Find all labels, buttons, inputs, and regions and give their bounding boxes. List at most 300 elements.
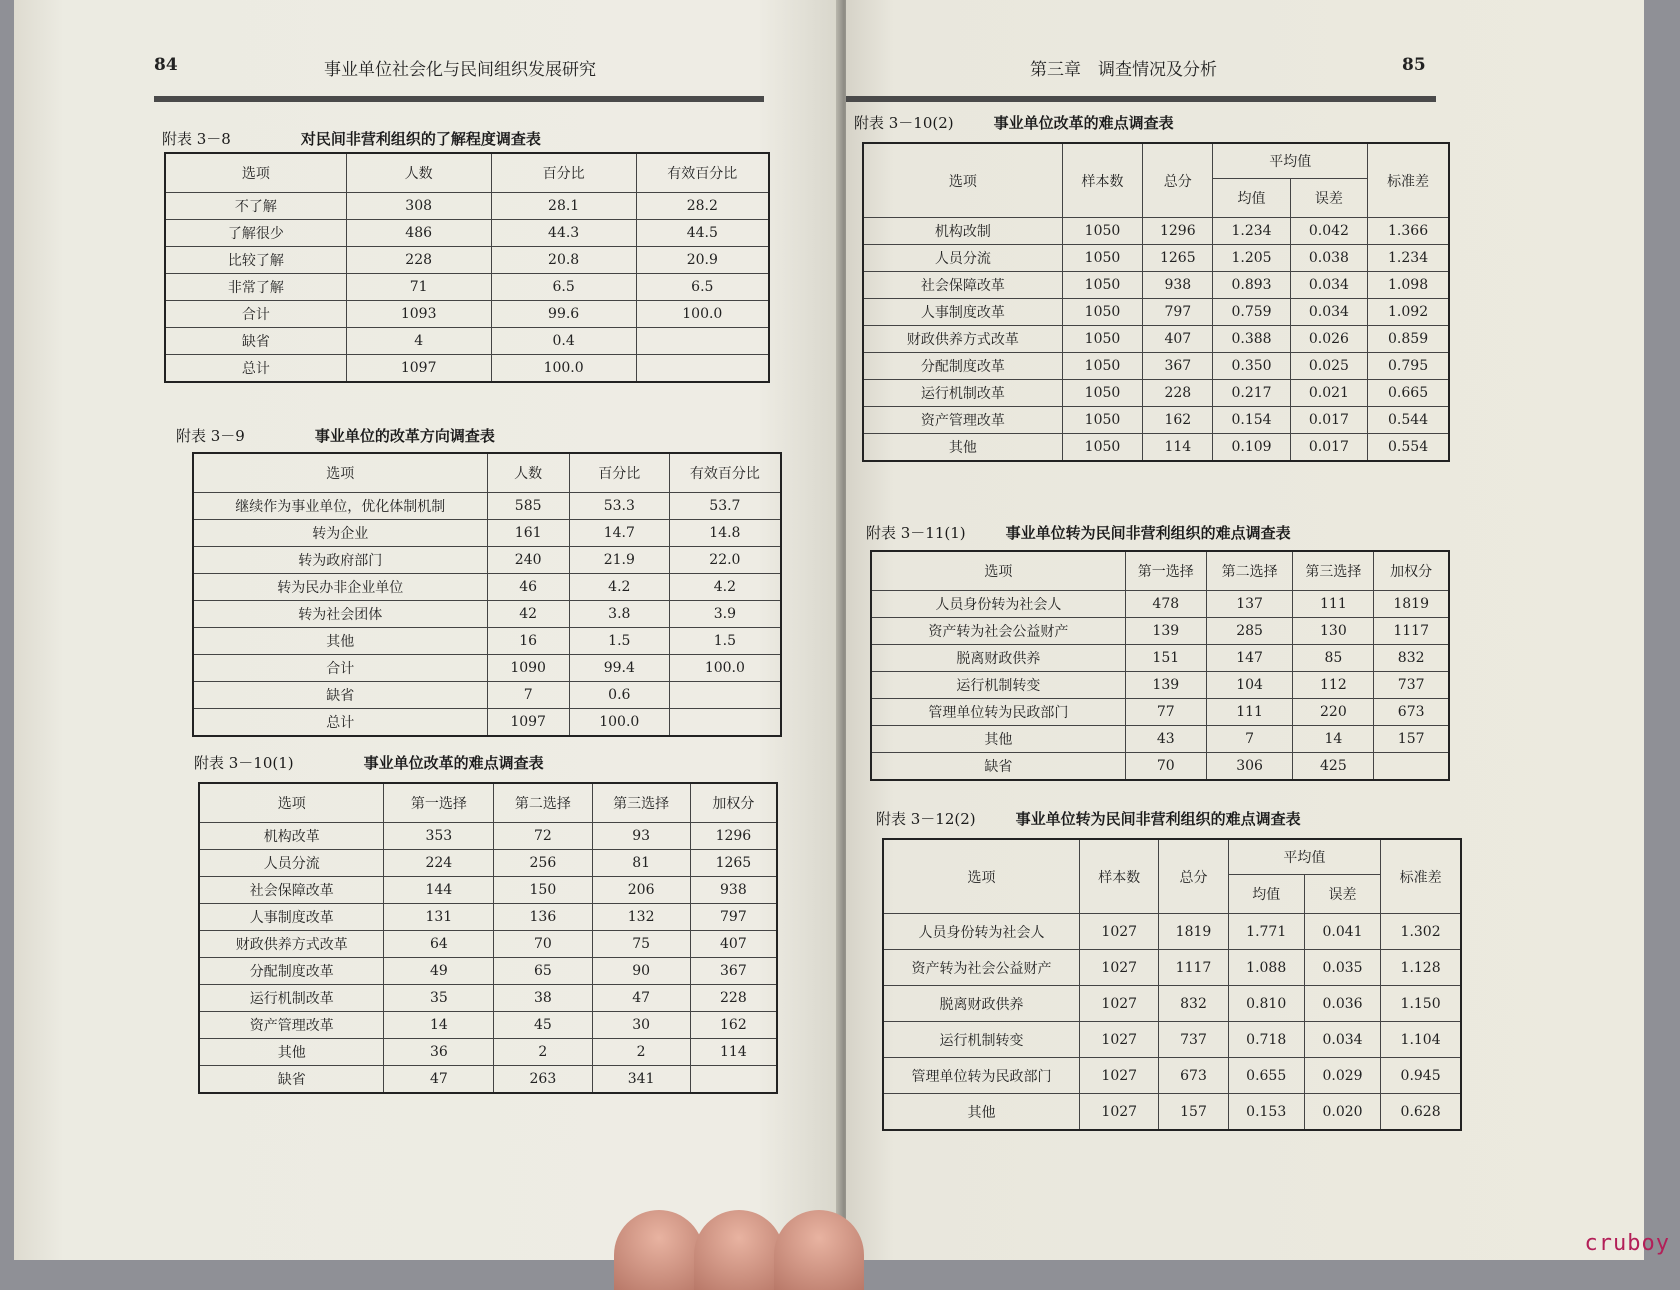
- table-row: [883, 986, 1461, 1022]
- table-cell: 64: [384, 931, 494, 958]
- table-header-row: [165, 153, 769, 193]
- table-cell: 0.034: [1304, 1022, 1380, 1058]
- table-cell: 1050: [1062, 380, 1143, 407]
- table-cell: 14.7: [569, 520, 669, 547]
- table-title: 事业单位改革的难点调查表: [993, 114, 1174, 132]
- table-cell: 1.302: [1381, 914, 1461, 950]
- table-cell: 1.205: [1213, 245, 1290, 272]
- table-title: 事业单位的改革方向调查表: [314, 427, 495, 445]
- table-label: 附表 3－10(1): [194, 754, 294, 772]
- table-cell: 341: [592, 1066, 690, 1094]
- table-cell: 114: [690, 1039, 777, 1066]
- table-cell: 407: [1143, 326, 1213, 353]
- table-cell: [636, 328, 769, 355]
- table-cell: 228: [690, 985, 777, 1012]
- table-cell: 132: [592, 904, 690, 931]
- table-title: 事业单位改革的难点调查表: [363, 754, 544, 772]
- table-cell: 157: [1159, 1094, 1228, 1131]
- table-3-10-1: [198, 782, 778, 1094]
- table-cell: 其他: [863, 434, 1062, 462]
- table-cell: 77: [1125, 699, 1206, 726]
- table-cell: 0.628: [1381, 1094, 1461, 1131]
- table-cell: 0.153: [1228, 1094, 1304, 1131]
- table-title: 事业单位转为民间非营利组织的难点调查表: [1005, 524, 1291, 542]
- table-cell: 1097: [346, 355, 491, 383]
- table-cell: 转为企业: [193, 520, 487, 547]
- table-cell: 不了解: [165, 193, 346, 220]
- table-cell: 人事制度改革: [863, 299, 1062, 326]
- table-row: [165, 301, 769, 328]
- table-cell: 136: [494, 904, 592, 931]
- table-cell: 资产转为社会公益财产: [883, 950, 1080, 986]
- table-cell: 6.5: [636, 274, 769, 301]
- table-row: [199, 904, 777, 931]
- table-cell: 228: [1143, 380, 1213, 407]
- page-number-right: 85: [1402, 55, 1426, 75]
- table-cell: [636, 355, 769, 383]
- table-cell: 社会保障改革: [199, 877, 384, 904]
- table-cell: 7: [487, 682, 569, 709]
- table-cell: 脱离财政供养: [871, 645, 1125, 672]
- left-page: [14, 0, 840, 1260]
- table-cell: 资产管理改革: [863, 407, 1062, 434]
- table-cell: 832: [1159, 986, 1228, 1022]
- table-cell: 1027: [1080, 1022, 1159, 1058]
- table-cell: 367: [690, 958, 777, 985]
- table-row: [871, 699, 1449, 726]
- table-cell: 0.034: [1290, 272, 1367, 299]
- table-cell: 1819: [1374, 591, 1449, 618]
- table-row: [863, 434, 1449, 462]
- table-cell: 114: [1143, 434, 1213, 462]
- table-cell: 1.234: [1213, 218, 1290, 245]
- table-cell: 90: [592, 958, 690, 985]
- table-row: [871, 645, 1449, 672]
- finger: [774, 1210, 864, 1290]
- table-cell: 14: [384, 1012, 494, 1039]
- table-cell: 运行机制改革: [199, 985, 384, 1012]
- table-row: [193, 493, 781, 520]
- table-cell: 社会保障改革: [863, 272, 1062, 299]
- table-cell: 65: [494, 958, 592, 985]
- table-cell: 737: [1159, 1022, 1228, 1058]
- table-cell: 1027: [1080, 950, 1159, 986]
- column-header: 总分: [1143, 143, 1213, 218]
- table-cell: 2: [494, 1039, 592, 1066]
- table-cell: 1.150: [1381, 986, 1461, 1022]
- table-title: 事业单位转为民间非营利组织的难点调查表: [1015, 810, 1301, 828]
- table-row: [863, 245, 1449, 272]
- table-cell: 1296: [690, 823, 777, 850]
- table-cell: 0.036: [1304, 986, 1380, 1022]
- table-cell: [690, 1066, 777, 1094]
- table-cell: 100.0: [491, 355, 636, 383]
- table-cell: 6.5: [491, 274, 636, 301]
- column-header: 平均值: [1213, 143, 1368, 179]
- table-cell: 非常了解: [165, 274, 346, 301]
- table-row: [165, 274, 769, 301]
- column-header: 选项: [863, 143, 1062, 218]
- running-title-left: 事业单位社会化与民间组织发展研究: [324, 60, 596, 80]
- table-cell: 0.029: [1304, 1058, 1380, 1094]
- table-row: [165, 355, 769, 383]
- table-row: [199, 823, 777, 850]
- table-cell: 管理单位转为民政部门: [883, 1058, 1080, 1094]
- table-cell: 0.859: [1368, 326, 1449, 353]
- table-row: [871, 618, 1449, 645]
- table-cell: 38: [494, 985, 592, 1012]
- table-cell: 0.6: [569, 682, 669, 709]
- table-cell: 486: [346, 220, 491, 247]
- header-rule-right: [846, 96, 1436, 102]
- column-header: 误差: [1290, 179, 1367, 218]
- table-cell: 0.025: [1290, 353, 1367, 380]
- table-header-row: [883, 839, 1461, 875]
- table-cell: 1.092: [1368, 299, 1449, 326]
- column-header: 人数: [346, 153, 491, 193]
- column-header: 第三选择: [592, 783, 690, 823]
- table-cell: 1.366: [1368, 218, 1449, 245]
- table-cell: 0.041: [1304, 914, 1380, 950]
- table-row: [199, 985, 777, 1012]
- column-header: 加权分: [1374, 551, 1449, 591]
- table-row: [193, 574, 781, 601]
- table-cell: 0.4: [491, 328, 636, 355]
- table-row: [871, 672, 1449, 699]
- table-cell: 938: [690, 877, 777, 904]
- table-cell: 合计: [193, 655, 487, 682]
- table-cell: 0.810: [1228, 986, 1304, 1022]
- table-3-10-2-caption: [854, 112, 1174, 133]
- table-cell: 43: [1125, 726, 1206, 753]
- column-header: 人数: [487, 453, 569, 493]
- table-3-12-2-caption: [876, 808, 1301, 829]
- table-cell: 1093: [346, 301, 491, 328]
- table-cell: 0.795: [1368, 353, 1449, 380]
- table-row: [199, 1066, 777, 1094]
- column-header: 选项: [883, 839, 1080, 914]
- table-cell: 111: [1293, 591, 1374, 618]
- table-cell: 85: [1293, 645, 1374, 672]
- table-cell: 管理单位转为民政部门: [871, 699, 1125, 726]
- table-row: [871, 591, 1449, 618]
- table-cell: [1374, 753, 1449, 781]
- table-cell: 缺省: [165, 328, 346, 355]
- table-cell: 308: [346, 193, 491, 220]
- table-cell: 44.5: [636, 220, 769, 247]
- table-cell: 16: [487, 628, 569, 655]
- column-header: 均值: [1213, 179, 1290, 218]
- table-cell: 70: [494, 931, 592, 958]
- table-cell: 585: [487, 493, 569, 520]
- table-cell: 0.718: [1228, 1022, 1304, 1058]
- table-label: 附表 3－9: [176, 427, 245, 445]
- column-header: 选项: [199, 783, 384, 823]
- table-cell: 转为民办非企业单位: [193, 574, 487, 601]
- table-cell: 100.0: [669, 655, 781, 682]
- table-cell: 转为社会团体: [193, 601, 487, 628]
- table-cell: 150: [494, 877, 592, 904]
- table-cell: 0.665: [1368, 380, 1449, 407]
- table-row: [871, 753, 1449, 781]
- table-row: [165, 220, 769, 247]
- table-cell: 111: [1206, 699, 1293, 726]
- book-spread: [14, 0, 1644, 1260]
- watermark: cruboy: [1584, 1231, 1670, 1256]
- table-cell: 分配制度改革: [199, 958, 384, 985]
- table-cell: 3.9: [669, 601, 781, 628]
- column-header: 百分比: [569, 453, 669, 493]
- table-3-9-caption: [176, 425, 495, 446]
- table-row: [165, 247, 769, 274]
- table-cell: 130: [1293, 618, 1374, 645]
- table-cell: 22.0: [669, 547, 781, 574]
- table-cell: 100.0: [569, 709, 669, 737]
- table-cell: 70: [1125, 753, 1206, 781]
- table-cell: 367: [1143, 353, 1213, 380]
- table-cell: 425: [1293, 753, 1374, 781]
- table-cell: 0.554: [1368, 434, 1449, 462]
- table-row: [193, 682, 781, 709]
- table-cell: 1050: [1062, 299, 1143, 326]
- table-header-row: [863, 143, 1449, 179]
- table-cell: 运行机制改革: [863, 380, 1062, 407]
- table-3-9: [192, 452, 782, 737]
- table-cell: 673: [1374, 699, 1449, 726]
- table-cell: 1.104: [1381, 1022, 1461, 1058]
- table-cell: 112: [1293, 672, 1374, 699]
- table-cell: 14: [1293, 726, 1374, 753]
- table-cell: [669, 709, 781, 737]
- table-cell: 0.217: [1213, 380, 1290, 407]
- table-cell: 其他: [193, 628, 487, 655]
- table-cell: 0.945: [1381, 1058, 1461, 1094]
- finger: [694, 1210, 784, 1290]
- table-cell: 4: [346, 328, 491, 355]
- table-cell: 151: [1125, 645, 1206, 672]
- column-header: 总分: [1159, 839, 1228, 914]
- table-cell: 72: [494, 823, 592, 850]
- table-cell: 人员身份转为社会人: [871, 591, 1125, 618]
- table-cell: 分配制度改革: [863, 353, 1062, 380]
- table-cell: 0.035: [1304, 950, 1380, 986]
- table-cell: 0.893: [1213, 272, 1290, 299]
- table-cell: 240: [487, 547, 569, 574]
- table-3-10-2: [862, 142, 1450, 462]
- table-cell: 1.128: [1381, 950, 1461, 986]
- table-cell: 1.088: [1228, 950, 1304, 986]
- column-header: 平均值: [1228, 839, 1381, 875]
- table-cell: [669, 682, 781, 709]
- column-header: 第一选择: [384, 783, 494, 823]
- table-3-10-1-caption: [194, 752, 544, 773]
- table-cell: 1050: [1062, 245, 1143, 272]
- table-cell: 144: [384, 877, 494, 904]
- table-cell: 306: [1206, 753, 1293, 781]
- table-cell: 了解很少: [165, 220, 346, 247]
- table-cell: 运行机制转变: [871, 672, 1125, 699]
- table-cell: 4.2: [669, 574, 781, 601]
- table-row: [199, 958, 777, 985]
- table-cell: 1027: [1080, 1094, 1159, 1131]
- column-header: 误差: [1304, 875, 1380, 914]
- table-row: [863, 407, 1449, 434]
- table-header-row: [193, 453, 781, 493]
- column-header: 样本数: [1080, 839, 1159, 914]
- table-cell: 总计: [193, 709, 487, 737]
- table-cell: 1.5: [569, 628, 669, 655]
- table-cell: 139: [1125, 618, 1206, 645]
- table-cell: 0.038: [1290, 245, 1367, 272]
- table-cell: 1117: [1159, 950, 1228, 986]
- table-cell: 71: [346, 274, 491, 301]
- column-header: 第三选择: [1293, 551, 1374, 591]
- header-rule-left: [154, 96, 764, 102]
- table-cell: 1090: [487, 655, 569, 682]
- table-cell: 2: [592, 1039, 690, 1066]
- table-3-11-1-caption: [866, 522, 1291, 543]
- table-cell: 1.771: [1228, 914, 1304, 950]
- table-cell: 总计: [165, 355, 346, 383]
- column-header: 第二选择: [494, 783, 592, 823]
- table-cell: 42: [487, 601, 569, 628]
- table-cell: 继续作为事业单位，优化体制机制: [193, 493, 487, 520]
- table-cell: 机构改制: [863, 218, 1062, 245]
- table-row: [883, 950, 1461, 986]
- table-row: [199, 877, 777, 904]
- table-cell: 缺省: [193, 682, 487, 709]
- table-row: [165, 328, 769, 355]
- table-cell: 99.6: [491, 301, 636, 328]
- table-cell: 1050: [1062, 272, 1143, 299]
- column-header: 均值: [1228, 875, 1304, 914]
- table-cell: 其他: [883, 1094, 1080, 1131]
- finger: [614, 1210, 704, 1290]
- table-cell: 47: [384, 1066, 494, 1094]
- table-row: [863, 299, 1449, 326]
- table-cell: 0.017: [1290, 434, 1367, 462]
- table-cell: 1.234: [1368, 245, 1449, 272]
- table-cell: 1819: [1159, 914, 1228, 950]
- table-cell: 人员身份转为社会人: [883, 914, 1080, 950]
- column-header: 加权分: [690, 783, 777, 823]
- table-cell: 资产转为社会公益财产: [871, 618, 1125, 645]
- table-cell: 100.0: [636, 301, 769, 328]
- table-row: [863, 353, 1449, 380]
- table-cell: 0.042: [1290, 218, 1367, 245]
- table-cell: 797: [1143, 299, 1213, 326]
- table-row: [193, 547, 781, 574]
- table-cell: 0.350: [1213, 353, 1290, 380]
- table-row: [883, 1022, 1461, 1058]
- table-cell: 263: [494, 1066, 592, 1094]
- page-number-left: 84: [154, 55, 178, 75]
- table-cell: 缺省: [199, 1066, 384, 1094]
- table-row: [863, 272, 1449, 299]
- table-cell: 206: [592, 877, 690, 904]
- table-cell: 44.3: [491, 220, 636, 247]
- table-row: [883, 1058, 1461, 1094]
- table-row: [193, 520, 781, 547]
- table-cell: 0.388: [1213, 326, 1290, 353]
- column-header: 样本数: [1062, 143, 1143, 218]
- table-cell: 4.2: [569, 574, 669, 601]
- column-header: 有效百分比: [669, 453, 781, 493]
- table-cell: 14.8: [669, 520, 781, 547]
- table-cell: 53.7: [669, 493, 781, 520]
- table-cell: 比较了解: [165, 247, 346, 274]
- table-row: [863, 218, 1449, 245]
- table-cell: 1.098: [1368, 272, 1449, 299]
- table-row: [193, 601, 781, 628]
- table-cell: 脱离财政供养: [883, 986, 1080, 1022]
- table-cell: 1050: [1062, 353, 1143, 380]
- table-row: [199, 1039, 777, 1066]
- running-title-right: 第三章 调查情况及分析: [1030, 60, 1217, 80]
- table-cell: 1027: [1080, 914, 1159, 950]
- table-cell: 53.3: [569, 493, 669, 520]
- table-cell: 其他: [199, 1039, 384, 1066]
- table-cell: 0.026: [1290, 326, 1367, 353]
- table-cell: 1265: [690, 850, 777, 877]
- table-cell: 36: [384, 1039, 494, 1066]
- table-header-row: [199, 783, 777, 823]
- table-cell: 人员分流: [199, 850, 384, 877]
- table-cell: 0.109: [1213, 434, 1290, 462]
- table-cell: 转为政府部门: [193, 547, 487, 574]
- table-cell: 0.020: [1304, 1094, 1380, 1131]
- table-cell: 28.2: [636, 193, 769, 220]
- table-cell: 人事制度改革: [199, 904, 384, 931]
- table-cell: 157: [1374, 726, 1449, 753]
- table-cell: 224: [384, 850, 494, 877]
- table-cell: 832: [1374, 645, 1449, 672]
- table-cell: 47: [592, 985, 690, 1012]
- table-row: [193, 628, 781, 655]
- table-cell: 20.9: [636, 247, 769, 274]
- right-page: [846, 0, 1644, 1260]
- table-cell: 46: [487, 574, 569, 601]
- table-cell: 737: [1374, 672, 1449, 699]
- table-cell: 797: [690, 904, 777, 931]
- table-header-row: [871, 551, 1449, 591]
- table-cell: 161: [487, 520, 569, 547]
- table-cell: 0.154: [1213, 407, 1290, 434]
- table-cell: 1050: [1062, 218, 1143, 245]
- table-cell: 1050: [1062, 407, 1143, 434]
- table-cell: 1027: [1080, 1058, 1159, 1094]
- table-cell: 缺省: [871, 753, 1125, 781]
- table-cell: 机构改革: [199, 823, 384, 850]
- column-header: 选项: [871, 551, 1125, 591]
- table-cell: 137: [1206, 591, 1293, 618]
- table-cell: 28.1: [491, 193, 636, 220]
- table-cell: 220: [1293, 699, 1374, 726]
- table-cell: 49: [384, 958, 494, 985]
- table-cell: 30: [592, 1012, 690, 1039]
- table-cell: 0.017: [1290, 407, 1367, 434]
- table-cell: 139: [1125, 672, 1206, 699]
- table-row: [199, 1012, 777, 1039]
- table-cell: 0.759: [1213, 299, 1290, 326]
- table-cell: 21.9: [569, 547, 669, 574]
- column-header: 标准差: [1368, 143, 1449, 218]
- column-header: 百分比: [491, 153, 636, 193]
- table-cell: 合计: [165, 301, 346, 328]
- table-cell: 407: [690, 931, 777, 958]
- table-cell: 3.8: [569, 601, 669, 628]
- table-cell: 478: [1125, 591, 1206, 618]
